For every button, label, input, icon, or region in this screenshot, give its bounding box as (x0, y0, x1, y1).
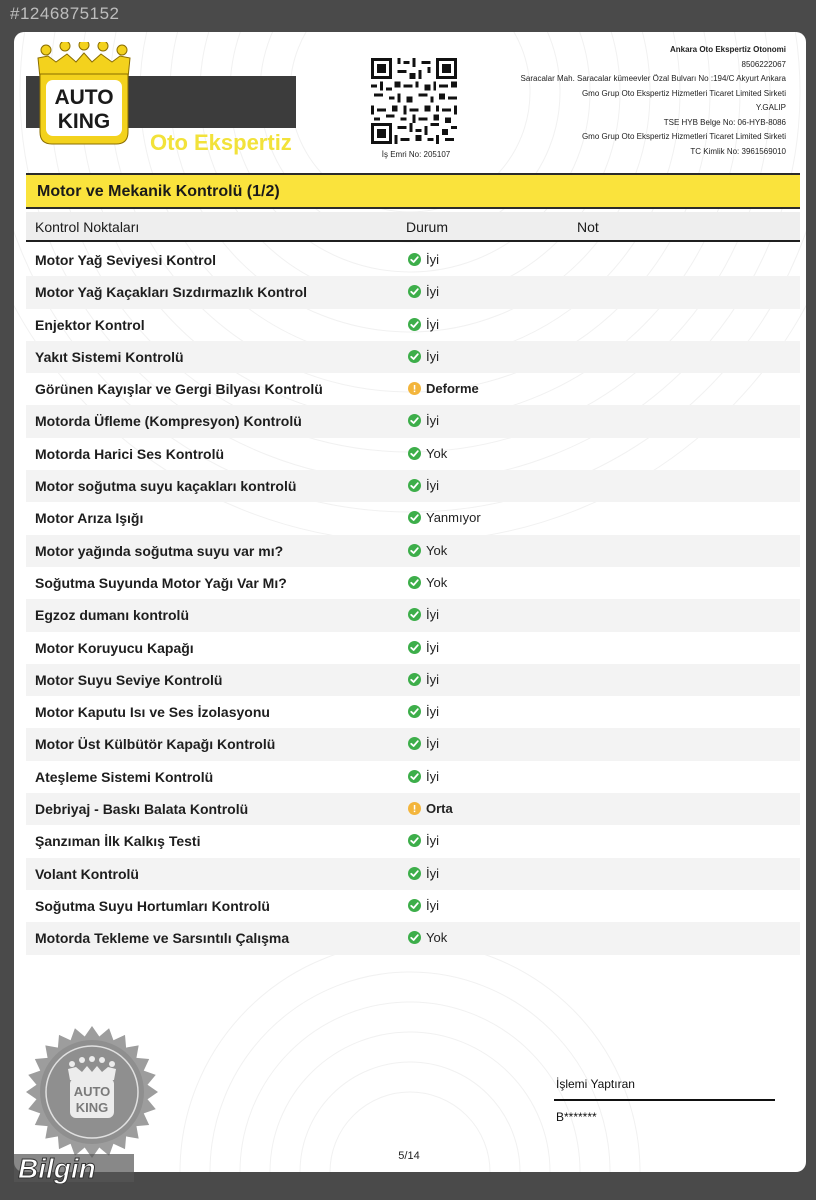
column-header-note: Not (577, 219, 599, 235)
check-icon (408, 673, 421, 686)
page-number: 5/14 (398, 1150, 420, 1162)
qr-code (371, 58, 457, 144)
table-row (26, 696, 800, 728)
table-row (26, 567, 800, 599)
company-contact: Y.GALIP (755, 103, 786, 112)
listing-id-watermark: #1246875152 (10, 4, 120, 23)
company-legal-name: Gmo Grup Oto Ekspertiz Hizmetleri Ticaret Limited Sirketi (581, 88, 786, 98)
table-row (26, 438, 800, 470)
check-icon (408, 544, 421, 557)
check-point-label: Motor soğutma suyu kaçakları kontrolü (35, 478, 297, 495)
logo-text-king: KING (57, 110, 111, 133)
check-icon (408, 834, 421, 847)
check-icon (408, 447, 421, 460)
status-text: İyi (426, 284, 439, 300)
status-text: İyi (426, 897, 439, 913)
section-title: Motor ve Mekanik Kontrolü (1/2) (37, 183, 280, 200)
signer-name: B******* (556, 1110, 597, 1124)
auto-king-seal (24, 1024, 160, 1160)
table-row (26, 405, 800, 437)
warning-icon (408, 382, 421, 395)
check-icon (408, 511, 421, 524)
check-point-label: Motor Yağ Kaçakları Sızdırmazlık Kontrol (35, 284, 308, 301)
check-point-label: Motor Yağ Seviyesi Kontrol (35, 252, 217, 268)
check-point-label: Motor yağında soğutma suyu var mı? (35, 542, 284, 559)
status-text: İyi (426, 833, 439, 849)
signature-line (554, 1099, 775, 1101)
check-point-label: Motor Koruyucu Kapağı (35, 639, 194, 656)
check-icon (408, 318, 421, 331)
company-name: Ankara Oto Ekspertiz Otonomi (669, 45, 786, 54)
check-icon (408, 641, 421, 654)
status-text: Deforme (426, 381, 479, 397)
check-point-label: Ateşleme Sistemi Kontrolü (35, 768, 214, 785)
table-row (26, 922, 800, 954)
status-text: Yok (426, 542, 448, 558)
seal-text-auto: AUTO (73, 1084, 111, 1099)
table-row (26, 858, 800, 890)
check-icon (408, 705, 421, 718)
company-info (486, 43, 786, 159)
table-header (26, 212, 800, 242)
dealer-logo-text: Bilgin (18, 1153, 96, 1184)
table-row (26, 761, 800, 793)
status-text: İyi (426, 736, 439, 752)
check-icon (408, 350, 421, 363)
table-row (26, 793, 800, 825)
check-point-label: Soğutma Suyunda Motor Yağı Var Mı? (35, 574, 287, 591)
check-icon (408, 770, 421, 783)
status-text: İyi (426, 704, 439, 720)
status-text: İyi (426, 316, 439, 332)
check-icon (408, 414, 421, 427)
status-text: İyi (426, 865, 439, 881)
status-text: İyi (426, 478, 439, 494)
dealer-logo-watermark (14, 1148, 134, 1184)
check-icon (408, 253, 421, 266)
check-point-label: Motorda Üfleme (Kompresyon) Kontrolü (35, 413, 302, 430)
status-text: Orta (426, 801, 453, 817)
check-icon (408, 576, 421, 589)
company-tax-id: TC Kimlik No: 3961569010 (690, 146, 786, 156)
table-row (26, 276, 800, 308)
check-icon (408, 285, 421, 298)
table-row (26, 470, 800, 502)
check-point-label: Egzoz dumanı kontrolü (35, 607, 189, 624)
inspection-table-body (26, 244, 800, 955)
check-icon (408, 737, 421, 750)
company-certificate: TSE HYB Belge No: 06-HYB-8086 (663, 117, 786, 127)
check-point-label: Şanzıman İlk Kalkış Testi (35, 833, 201, 850)
check-point-label: Motor Üst Külbütör Kapağı Kontrolü (35, 736, 276, 753)
auto-king-logo (34, 42, 134, 146)
status-text: Yok (426, 930, 448, 946)
status-text: İyi (426, 671, 439, 687)
table-row (26, 502, 800, 534)
seal-text-king: KING (75, 1100, 109, 1115)
check-point-label: Motor Suyu Seviye Kontrolü (35, 671, 223, 688)
company-legal-name-2: Gmo Grup Oto Ekspertiz Hizmetleri Ticaret Limited Sirketi (581, 132, 786, 141)
status-text: İyi (426, 607, 439, 623)
check-icon (408, 899, 421, 912)
check-point-label: Debriyaj - Baskı Balata Kontrolü (35, 801, 249, 818)
check-point-label: Motorda Harici Ses Kontrolü (35, 445, 225, 462)
status-text: Yanmıyor (426, 510, 481, 526)
check-point-label: Motor Arıza Işığı (35, 510, 144, 527)
check-icon (408, 479, 421, 492)
table-row (26, 309, 800, 341)
table-row (26, 664, 800, 696)
table-row (26, 599, 800, 631)
section-title-bar (26, 173, 800, 209)
check-point-label: Motorda Tekleme ve Sarsıntılı Çalışma (35, 930, 290, 947)
status-text: İyi (426, 252, 439, 267)
status-text: İyi (426, 348, 439, 364)
status-text: İyi (426, 768, 439, 784)
check-point-label: Enjektor Kontrol (35, 316, 145, 333)
status-text: Yok (426, 445, 448, 461)
check-point-label: Yakıt Sistemi Kontrolü (35, 348, 184, 365)
check-icon (408, 931, 421, 944)
table-row (26, 535, 800, 567)
column-header-point: Kontrol Noktaları (35, 219, 140, 235)
inspection-report-page (14, 32, 806, 1172)
table-row (26, 244, 800, 276)
company-address: Saracalar Mah. Saracalar kümeevler Özal Bulvarı No :194/C Akyurt Ankara (520, 74, 786, 83)
table-row (26, 632, 800, 664)
table-row (26, 890, 800, 922)
logo-text-auto: AUTO (54, 86, 114, 109)
warning-icon (408, 802, 421, 815)
table-row (26, 825, 800, 857)
work-order-number: İş Emri No: 205107 (381, 150, 451, 159)
status-text: İyi (426, 639, 439, 655)
table-row (26, 728, 800, 760)
check-point-label: Motor Kaputu Isı ve Ses İzolasyonu (35, 704, 270, 721)
check-icon (408, 867, 421, 880)
check-point-label: Görünen Kayışlar ve Gergi Bilyası Kontrolü (35, 381, 323, 398)
status-text: İyi (426, 413, 439, 429)
brand-name: Oto Ekspertiz (150, 130, 292, 155)
table-row (26, 341, 800, 373)
company-phone: 8506222067 (741, 59, 786, 69)
check-point-label: Volant Kontrolü (35, 865, 139, 882)
check-icon (408, 608, 421, 621)
signer-label: İşlemi Yaptıran (556, 1077, 635, 1091)
table-row (26, 373, 800, 405)
status-text: Yok (426, 574, 448, 590)
check-point-label: Soğutma Suyu Hortumları Kontrolü (35, 897, 270, 914)
column-header-status: Durum (406, 219, 449, 235)
